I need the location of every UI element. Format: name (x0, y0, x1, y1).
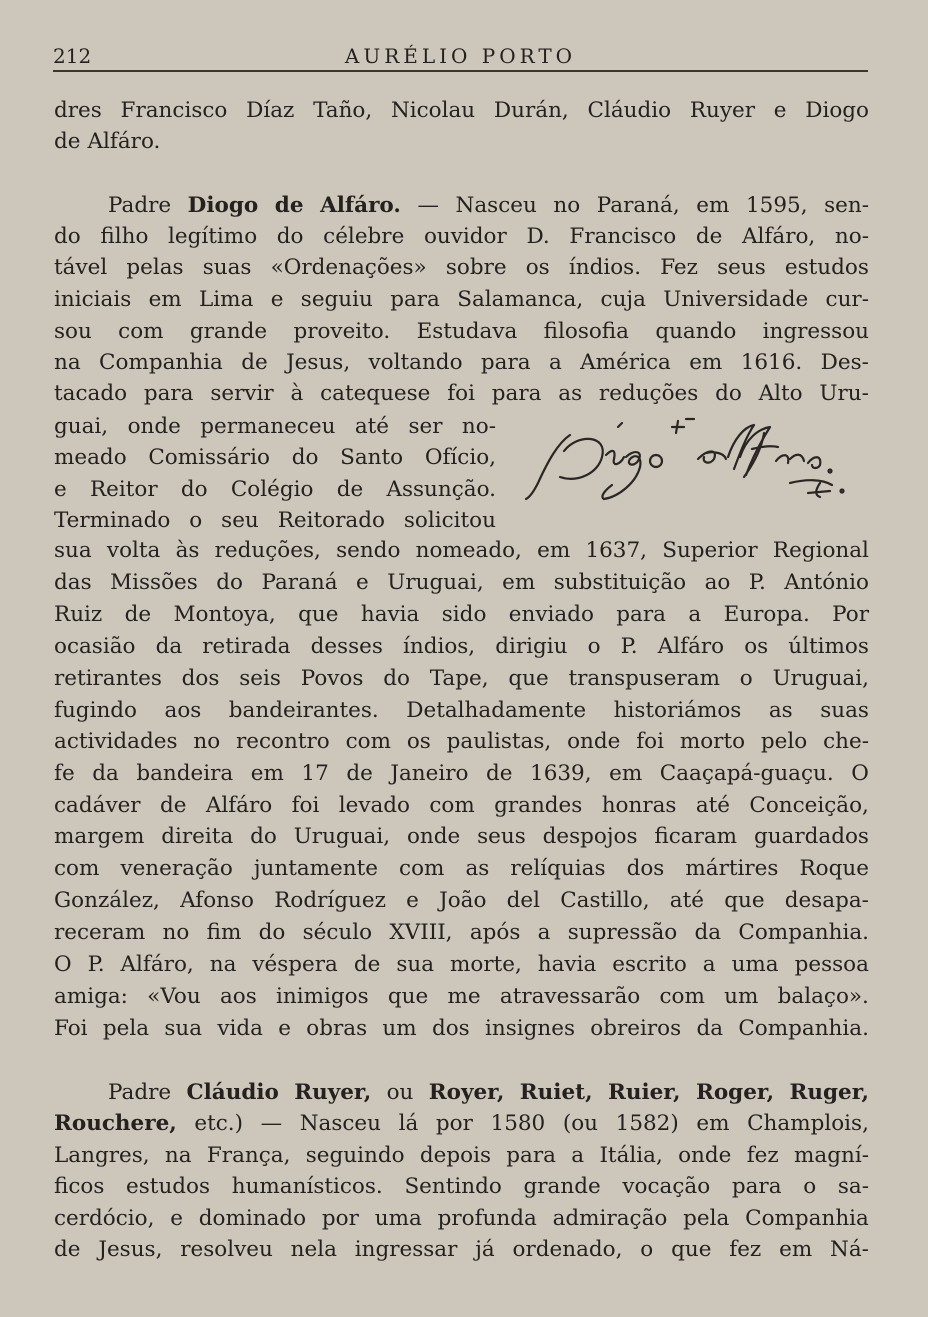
text-line: e Reitor do Colégio de Assunção. (54, 477, 496, 502)
text-line: González, Afonso Rodríguez e João del Castillo, até que desapa- (54, 888, 869, 913)
text-line: dres Francisco Díaz Taño, Nicolau Durán, Cláudio Ruyer e Diogo (54, 98, 869, 123)
page-number: 212 (53, 44, 92, 68)
text-line: cadáver de Alfáro foi levado com grandes honras até Conceição, (54, 793, 869, 818)
text-line: das Missões do Paraná e Uruguai, em substituição ao P. António (54, 570, 869, 595)
text-line: actividades no recontro com os paulistas, onde foi morto pelo che- (54, 729, 869, 754)
text-line: Padre Cláudio Ruyer, ou Royer, Ruiet, Ruier, Roger, Ruger, (108, 1080, 869, 1105)
text-line: O P. Alfáro, na véspera de sua morte, havia escrito a uma pessoa (54, 952, 869, 977)
text-line: de Alfáro. (54, 129, 161, 154)
text-line: na Companhia de Jesus, voltando para a América em 1616. Des- (54, 350, 869, 375)
text-line: de Jesus, resolveu nela ingressar já ordenado, o que fez em Ná- (54, 1237, 869, 1262)
text-line: fe da bandeira em 17 de Janeiro de 1639, em Caaçapá-guaçu. O (54, 761, 869, 786)
text-line: com veneração juntamente com as relíquias dos mártires Roque (54, 856, 869, 881)
text-line: cerdócio, e dominado por uma profunda admiração pela Companhia (54, 1206, 869, 1231)
text-line: margem direita do Uruguai, onde seus despojos ficaram guardados (54, 824, 869, 849)
text-line: retirantes dos seis Povos do Tape, que transpuseram o Uruguai, (54, 666, 869, 691)
text-line: Ruiz de Montoya, que havia sido enviado para a Europa. Por (54, 602, 869, 627)
text-line: Foi pela sua vida e obras um dos insignes obreiros da Companhia. (54, 1016, 869, 1041)
text-line: sou com grande proveito. Estudava filosofia quando ingressou (54, 319, 869, 344)
signature-image (508, 413, 858, 513)
text-line: Rouchere, etc.) — Nasceu lá por 1580 (ou 1582) em Champlois, (54, 1111, 869, 1136)
text-line: amiga: «Vou aos inimigos que me atravessarão com um balaço». (54, 984, 869, 1009)
text-line: Langres, na França, seguindo depois para a Itália, onde fez magní- (54, 1143, 869, 1168)
text-line: do filho legítimo do célebre ouvidor D. Francisco de Alfáro, no- (54, 224, 869, 249)
running-title: AURÉLIO PORTO (344, 44, 577, 68)
text-line: iniciais em Lima e seguiu para Salamanca, cuja Universidade cur- (54, 287, 869, 312)
text-line: tacado para servir à catequese foi para as reduções do Alto Uru- (54, 381, 869, 406)
text-line: Padre Diogo de Alfáro. — Nasceu no Paraná, em 1595, sen- (108, 193, 869, 218)
text-line: receram no fim do século XVIII, após a supressão da Companhia. (54, 920, 869, 945)
text-line: sua volta às reduções, sendo nomeado, em 1637, Superior Regional (54, 538, 869, 563)
text-line: Terminado o seu Reitorado solicitou (54, 508, 496, 533)
text-line: ficos estudos humanísticos. Sentindo grande vocação para o sa- (54, 1174, 869, 1199)
text-line: guai, onde permaneceu até ser no- (54, 414, 496, 439)
text-line: ocasião da retirada desses índios, dirigiu o P. Alfáro os últimos (54, 634, 869, 659)
text-line: fugindo aos bandeirantes. Detalhadamente historiámos as suas (54, 698, 869, 723)
text-line: tável pelas suas «Ordenações» sobre os índios. Fez seus estudos (54, 255, 869, 280)
text-line: meado Comissário do Santo Ofício, (54, 445, 496, 470)
page-header (53, 42, 868, 72)
